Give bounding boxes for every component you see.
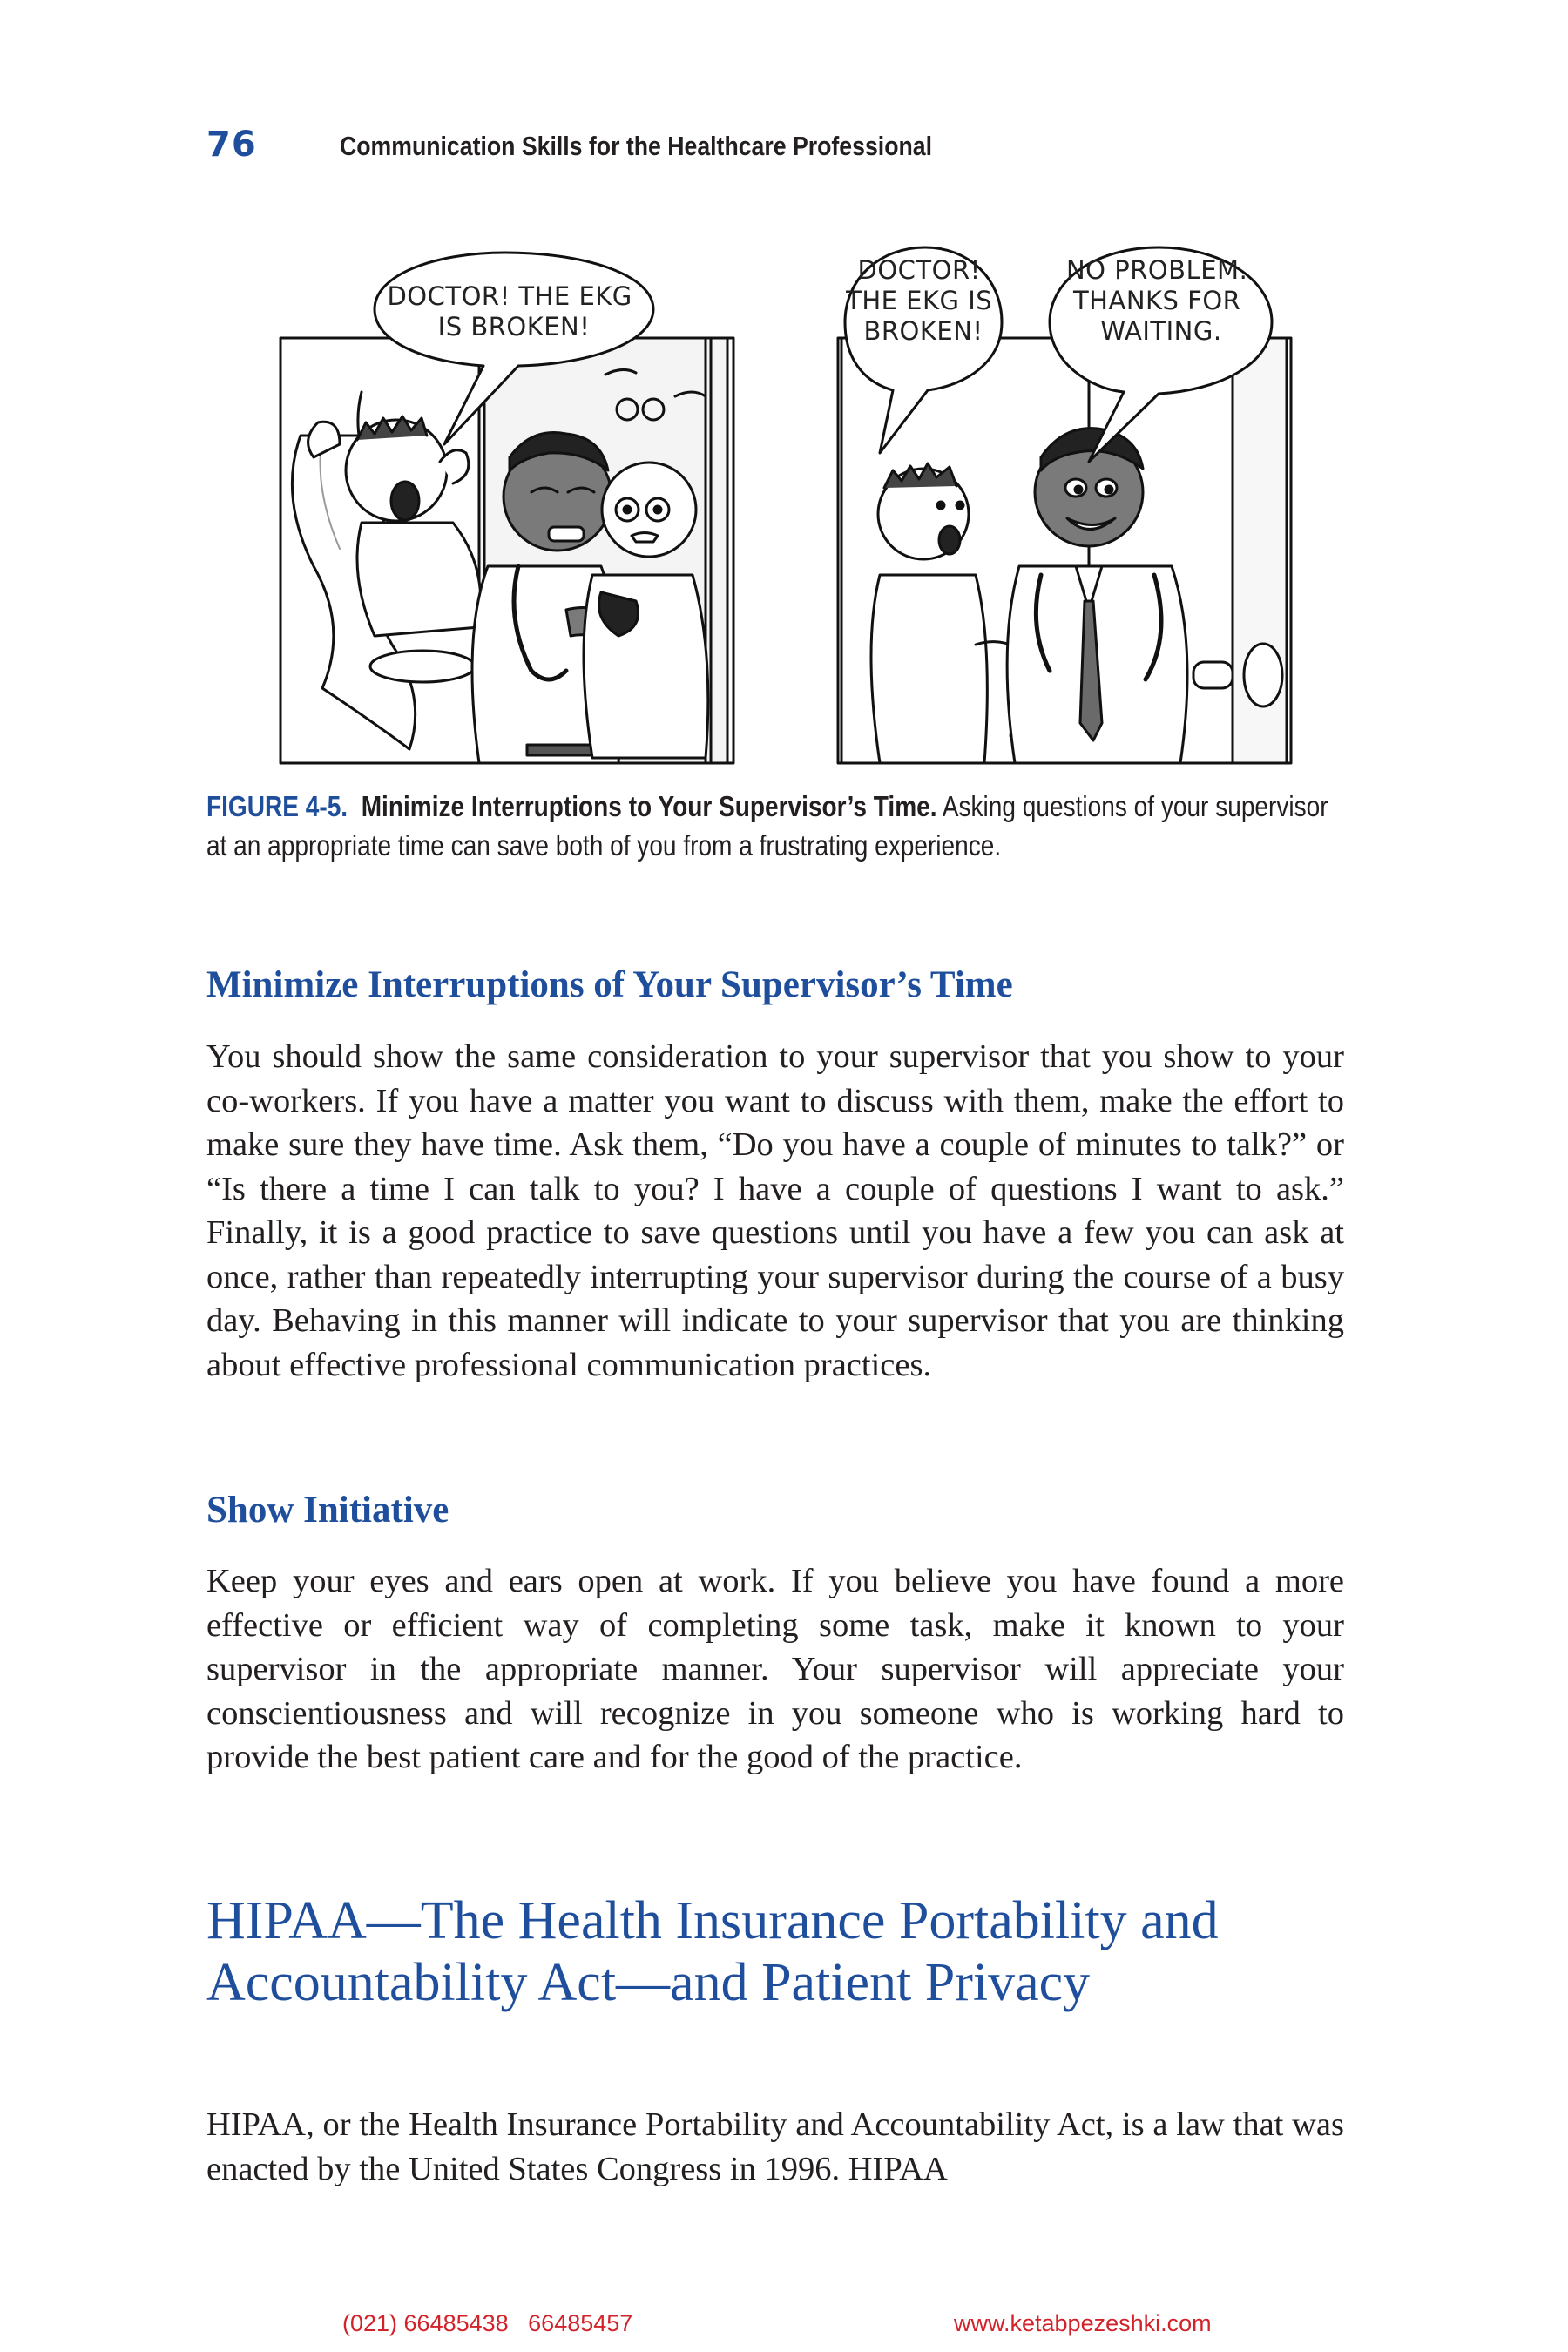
hipaa-paragraph: HIPAA, or the Health Insurance Portability and Accountability Act, is a law that was enacted by the United States Congress in 1996. HIPAA [206, 2106, 1344, 2187]
running-header: Communication Skills for the Healthcare Professional [340, 131, 933, 161]
bubble-text-panel2-doctor: NO PROBLEM. THANKS FOR WAITING. [1065, 255, 1248, 346]
figure-4-5-cartoon [218, 235, 1350, 771]
major-heading-hipaa: HIPAA—The Health Insurance Portability and Accountability Act—and Patient Privacy [206, 1891, 1219, 2012]
bubble-text-panel1: DOCTOR! THE EKG IS BROKEN! [387, 281, 632, 341]
section-heading-show-initiative: Show Initiative [206, 1490, 449, 1531]
figure-caption [206, 787, 1356, 865]
footer-phone: (021) 66485438 66485457 [342, 2310, 633, 2336]
cartoon-illustration [218, 235, 1350, 771]
figure-caption-text: Asking questions of your supervisor at an appropriate time can save both of you from a frustrating experience. [206, 790, 1328, 862]
bubble-text-panel2-assistant: DOCTOR! THE EKG IS BROKEN! [846, 255, 993, 346]
figure-label: FIGURE 4-5. [206, 790, 348, 822]
figure-title: Minimize Interruptions to Your Supervisor’s Time. [361, 790, 937, 822]
footer-url[interactable]: www.ketabpezeshki.com [954, 2310, 1212, 2336]
section-paragraph-minimize-interruptions: You should show the same consideration to your supervisor that you show to your co-workers. If you have a matter you want to discuss with them, make the effort to make sure they have time. Ask them, “Do you have a couple of minutes to talk?” or “Is there a time I can talk to you? I have a couple of questions I want to ask.” Finally, it is a good practice to save questions until you have a few you can ask at once, rather than repeatedly interrupting your supervisor during the course of a busy day. Behaving in this manner will indicate to your supervisor that you are thinking about effective professional communication practices. [206, 1038, 1344, 1383]
section-heading-minimize-interruptions: Minimize Interruptions of Your Supervisor’s Time [206, 964, 1013, 1005]
page-number: 76 [206, 125, 257, 165]
section-paragraph-show-initiative: Keep your eyes and ears open at work. If you believe you have found a more effective or efficient way of completing some task, make it known to your supervisor in the appropriate manner. Your supervisor will appreciate your conscientiousness and will recognize in you someone who is working hard to provide the best patient care and for the good of the practice. [206, 1563, 1344, 1775]
